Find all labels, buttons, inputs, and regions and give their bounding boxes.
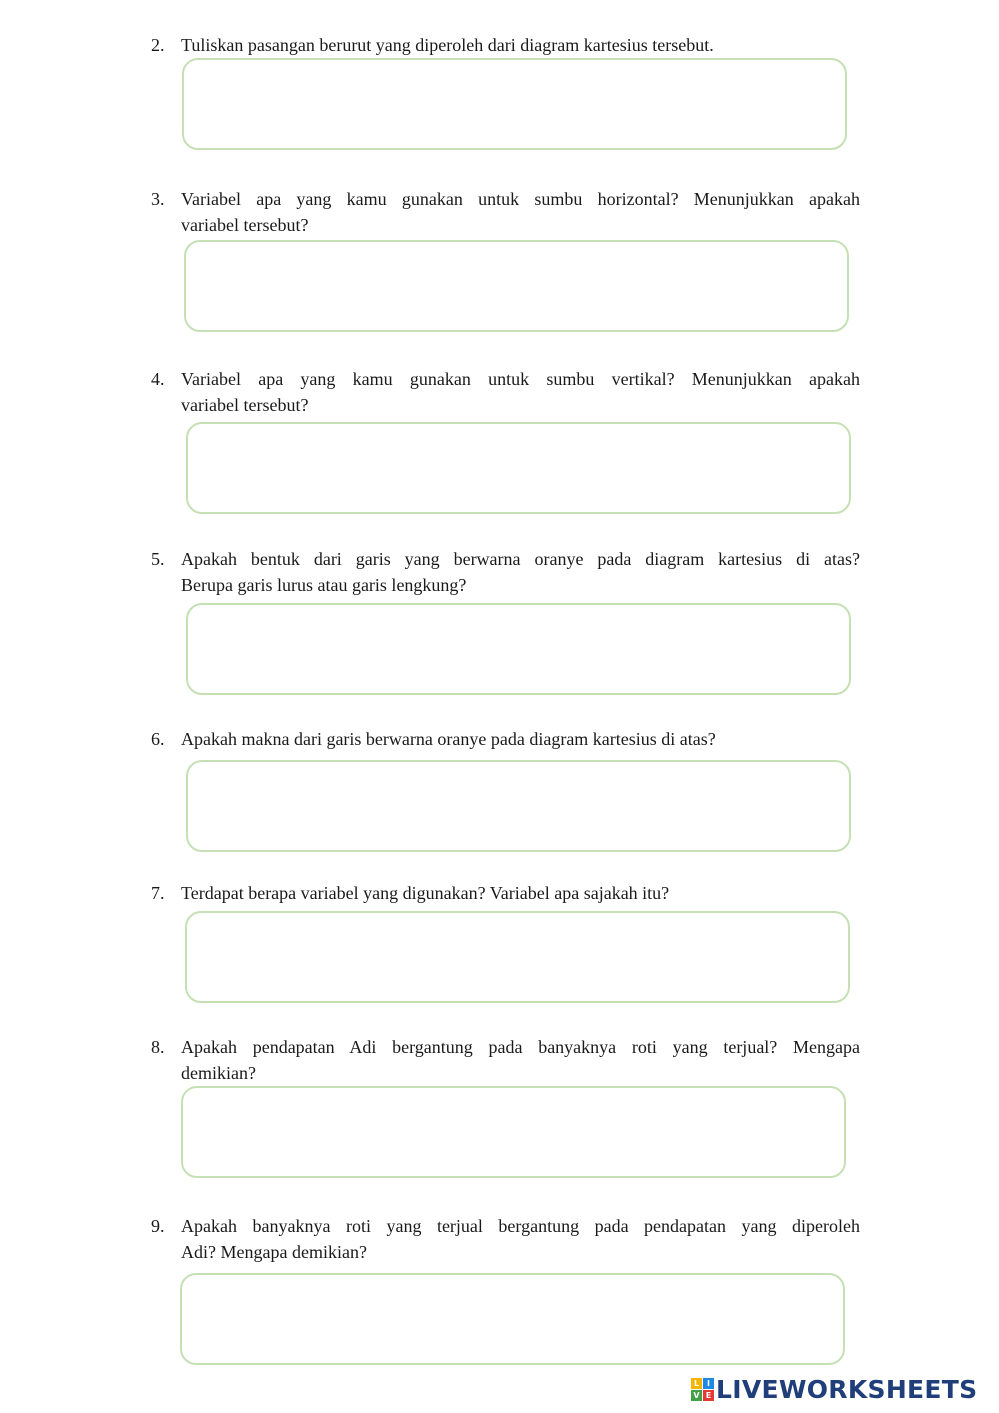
answer-box[interactable]	[182, 58, 847, 150]
question-text	[181, 186, 860, 238]
question-line: Apakah makna dari garis berwarna oranye pada diagram kartesius di atas?	[181, 729, 716, 749]
question-line: Terdapat berapa variabel yang digunakan? Variabel apa sajakah itu?	[181, 883, 670, 903]
question-text	[181, 546, 860, 598]
logo-icon	[691, 1378, 714, 1401]
question-number: 9.	[151, 1216, 165, 1236]
question-line: variabel tersebut?	[181, 395, 309, 415]
answer-box[interactable]	[186, 422, 851, 514]
answer-box[interactable]	[186, 603, 851, 695]
question-text	[181, 726, 860, 752]
question-text	[181, 32, 860, 58]
question-line: variabel tersebut?	[181, 215, 309, 235]
answer-box[interactable]	[186, 760, 851, 852]
question-text	[181, 366, 860, 418]
question-number: 3.	[151, 189, 165, 209]
question-line: Apakah pendapatan Adi bergantung pada banyaknya roti yang terjual? Mengapa	[181, 1037, 860, 1057]
question-text	[181, 1034, 860, 1086]
answer-box[interactable]	[184, 240, 849, 332]
question-line: Tuliskan pasangan berurut yang diperoleh dari diagram kartesius tersebut.	[181, 35, 714, 55]
question-line: Apakah banyaknya roti yang terjual bergantung pada pendapatan yang diperoleh	[181, 1216, 860, 1236]
liveworksheets-logo	[691, 1374, 977, 1404]
question-number: 2.	[151, 35, 165, 55]
question-line: Adi? Mengapa demikian?	[181, 1242, 367, 1262]
answer-box[interactable]	[181, 1086, 846, 1178]
logo-square: V	[691, 1390, 702, 1401]
question-line: demikian?	[181, 1063, 256, 1083]
question-line: Berupa garis lurus atau garis lengkung?	[181, 575, 467, 595]
question-line: Variabel apa yang kamu gunakan untuk sumbu horizontal? Menunjukkan apakah	[181, 189, 860, 209]
question-number: 4.	[151, 369, 165, 389]
logo-square: L	[691, 1378, 702, 1389]
question-number: 8.	[151, 1037, 165, 1057]
answer-box[interactable]	[180, 1273, 845, 1365]
logo-square: E	[703, 1390, 714, 1401]
question-line: Apakah bentuk dari garis yang berwarna oranye pada diagram kartesius di atas?	[181, 549, 860, 569]
question-number: 6.	[151, 729, 165, 749]
question-number: 5.	[151, 549, 165, 569]
question-text	[181, 1213, 860, 1265]
answer-box[interactable]	[185, 911, 850, 1003]
question-text	[181, 880, 860, 906]
question-line: Variabel apa yang kamu gunakan untuk sumbu vertikal? Menunjukkan apakah	[181, 369, 860, 389]
logo-square: I	[703, 1378, 714, 1389]
logo-text: LIVEWORKSHEETS	[716, 1374, 978, 1404]
question-number: 7.	[151, 883, 165, 903]
